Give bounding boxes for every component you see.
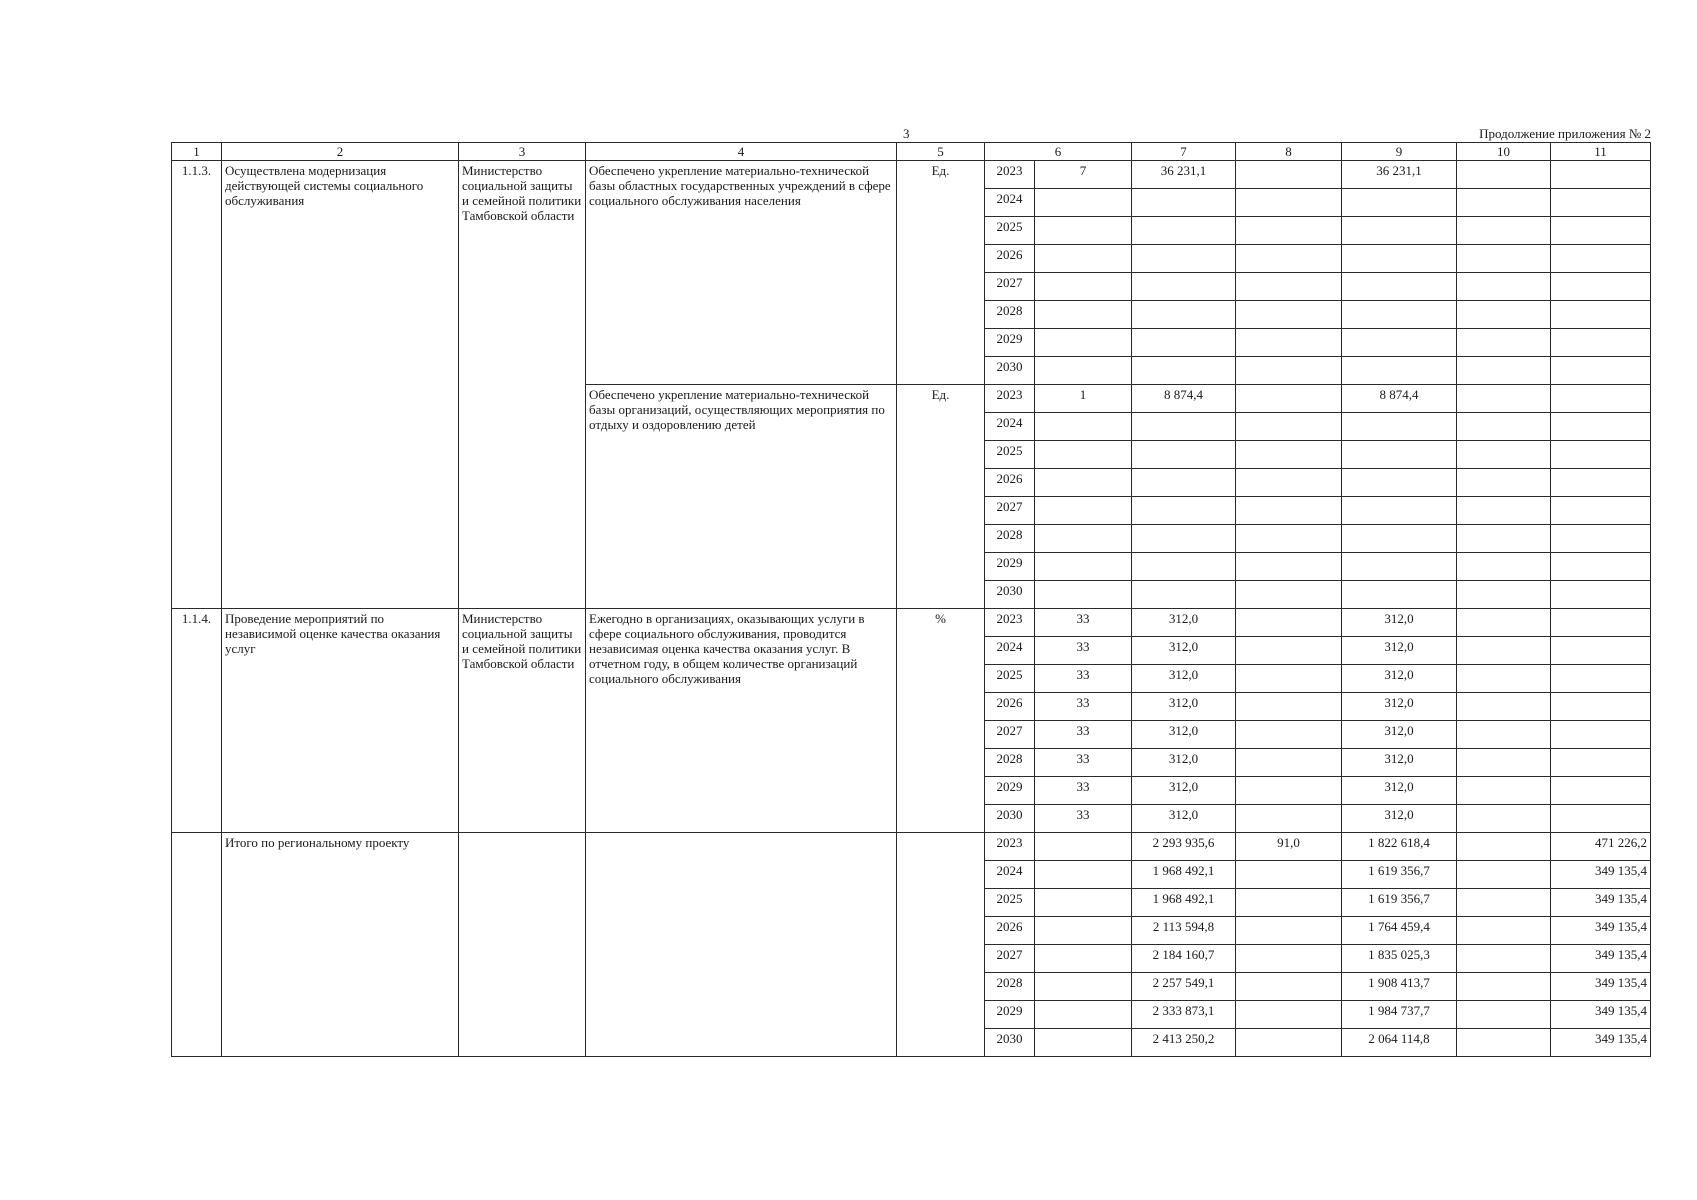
year-cell: 2029 (985, 777, 1035, 805)
value-cell-c10 (1457, 301, 1551, 329)
value-cell-c7 (1132, 441, 1236, 469)
value-cell-c7: 2 257 549,1 (1132, 973, 1236, 1001)
column-header: 5 (897, 143, 985, 161)
value-cell-c8 (1236, 693, 1342, 721)
column-header: 8 (1236, 143, 1342, 161)
responsible-agency: Министерство социальной защиты и семейной политики Тамбовской области (459, 609, 586, 833)
value-cell-c8 (1236, 637, 1342, 665)
value-cell-c10 (1457, 357, 1551, 385)
value-cell-c10 (1457, 805, 1551, 833)
result-description: Ежегодно в организациях, оказывающих услуги в сфере социального обслуживания, проводится независимая оценка качества оказания услуг. В отчетном году, в общем количестве организаций социального обслуживания (586, 609, 897, 833)
value-cell-c7 (1132, 553, 1236, 581)
value-cell-c11 (1551, 749, 1651, 777)
value-cell-c9: 312,0 (1342, 805, 1457, 833)
value-cell-c8 (1236, 889, 1342, 917)
value-cell-c10 (1457, 833, 1551, 861)
value-cell-c6: 33 (1035, 637, 1132, 665)
year-cell: 2030 (985, 1029, 1035, 1057)
value-cell-c7 (1132, 301, 1236, 329)
year-cell: 2028 (985, 749, 1035, 777)
value-cell-c7: 312,0 (1132, 609, 1236, 637)
table-row (172, 609, 1651, 637)
value-cell-c10 (1457, 245, 1551, 273)
year-cell: 2027 (985, 273, 1035, 301)
table-row (172, 161, 1651, 189)
value-cell-c11: 349 135,4 (1551, 861, 1651, 889)
value-cell-c7 (1132, 245, 1236, 273)
value-cell-c10 (1457, 525, 1551, 553)
table-row (172, 833, 1651, 861)
year-cell: 2030 (985, 357, 1035, 385)
value-cell-c6: 33 (1035, 693, 1132, 721)
value-cell-c7 (1132, 273, 1236, 301)
year-cell: 2023 (985, 833, 1035, 861)
value-cell-c7: 36 231,1 (1132, 161, 1236, 189)
value-cell-c8 (1236, 385, 1342, 413)
value-cell-c8 (1236, 945, 1342, 973)
value-cell-c8 (1236, 917, 1342, 945)
value-cell-c6 (1035, 469, 1132, 497)
value-cell-c9 (1342, 525, 1457, 553)
value-cell-c8 (1236, 329, 1342, 357)
value-cell-c9: 1 822 618,4 (1342, 833, 1457, 861)
value-cell-c10 (1457, 1029, 1551, 1057)
value-cell-c8 (1236, 1001, 1342, 1029)
unit-of-measure: Ед. (897, 385, 985, 609)
value-cell-c10 (1457, 665, 1551, 693)
value-cell-c7: 2 333 873,1 (1132, 1001, 1236, 1029)
value-cell-c6 (1035, 553, 1132, 581)
column-header: 2 (222, 143, 459, 161)
item-name: Проведение мероприятий по независимой оценке качества оказания услуг (222, 609, 459, 833)
value-cell-c11 (1551, 777, 1651, 805)
value-cell-c9 (1342, 581, 1457, 609)
column-header: 6 (985, 143, 1132, 161)
value-cell-c10 (1457, 469, 1551, 497)
value-cell-c10 (1457, 889, 1551, 917)
value-cell-c8 (1236, 581, 1342, 609)
value-cell-c10 (1457, 749, 1551, 777)
value-cell-c9: 1 619 356,7 (1342, 861, 1457, 889)
value-cell-c6 (1035, 329, 1132, 357)
item-name: Осуществлена модернизация действующей системы социального обслуживания (222, 161, 459, 609)
value-cell-c7: 1 968 492,1 (1132, 889, 1236, 917)
value-cell-c6 (1035, 217, 1132, 245)
value-cell-c6 (1035, 917, 1132, 945)
value-cell-c10 (1457, 861, 1551, 889)
item-number: 1.1.3. (172, 161, 222, 609)
year-cell: 2023 (985, 609, 1035, 637)
value-cell-c7: 2 293 935,6 (1132, 833, 1236, 861)
value-cell-c11 (1551, 693, 1651, 721)
value-cell-c10 (1457, 609, 1551, 637)
year-cell: 2025 (985, 441, 1035, 469)
value-cell-c6 (1035, 1029, 1132, 1057)
value-cell-c8 (1236, 973, 1342, 1001)
value-cell-c8 (1236, 805, 1342, 833)
responsible-agency: Министерство социальной защиты и семейной политики Тамбовской области (459, 161, 586, 609)
year-cell: 2030 (985, 581, 1035, 609)
year-cell: 2028 (985, 301, 1035, 329)
value-cell-c9: 1 908 413,7 (1342, 973, 1457, 1001)
value-cell-c11 (1551, 637, 1651, 665)
value-cell-c9: 312,0 (1342, 665, 1457, 693)
value-cell-c7: 312,0 (1132, 805, 1236, 833)
value-cell-c6 (1035, 441, 1132, 469)
value-cell-c7: 2 184 160,7 (1132, 945, 1236, 973)
value-cell-c9 (1342, 245, 1457, 273)
year-cell: 2027 (985, 497, 1035, 525)
value-cell-c11 (1551, 441, 1651, 469)
value-cell-c6 (1035, 245, 1132, 273)
value-cell-c7 (1132, 525, 1236, 553)
value-cell-c11 (1551, 301, 1651, 329)
year-cell: 2025 (985, 889, 1035, 917)
value-cell-c11: 471 226,2 (1551, 833, 1651, 861)
value-cell-c7 (1132, 217, 1236, 245)
year-cell: 2023 (985, 385, 1035, 413)
year-cell: 2023 (985, 161, 1035, 189)
value-cell-c8 (1236, 777, 1342, 805)
value-cell-c11 (1551, 329, 1651, 357)
value-cell-c11 (1551, 553, 1651, 581)
value-cell-c11 (1551, 385, 1651, 413)
page-number: 3 (903, 126, 910, 141)
year-cell: 2028 (985, 525, 1035, 553)
value-cell-c8 (1236, 665, 1342, 693)
value-cell-c11: 349 135,4 (1551, 945, 1651, 973)
year-cell: 2024 (985, 413, 1035, 441)
value-cell-c6: 33 (1035, 609, 1132, 637)
value-cell-c8 (1236, 357, 1342, 385)
value-cell-c11 (1551, 161, 1651, 189)
value-cell-c7: 1 968 492,1 (1132, 861, 1236, 889)
value-cell-c9: 36 231,1 (1342, 161, 1457, 189)
value-cell-c6 (1035, 581, 1132, 609)
value-cell-c10 (1457, 441, 1551, 469)
value-cell-c6: 33 (1035, 721, 1132, 749)
value-cell-c10 (1457, 217, 1551, 245)
year-cell: 2029 (985, 329, 1035, 357)
value-cell-c9 (1342, 301, 1457, 329)
value-cell-c9: 1 984 737,7 (1342, 1001, 1457, 1029)
year-cell: 2026 (985, 469, 1035, 497)
value-cell-c7 (1132, 469, 1236, 497)
unit-of-measure: % (897, 609, 985, 833)
value-cell-c7 (1132, 497, 1236, 525)
value-cell-c6 (1035, 861, 1132, 889)
value-cell-c7: 312,0 (1132, 665, 1236, 693)
value-cell-c6 (1035, 497, 1132, 525)
value-cell-c8 (1236, 217, 1342, 245)
value-cell-c10 (1457, 497, 1551, 525)
value-cell-c9: 8 874,4 (1342, 385, 1457, 413)
value-cell-c10 (1457, 917, 1551, 945)
value-cell-c11: 349 135,4 (1551, 1001, 1651, 1029)
item-number (172, 833, 222, 1057)
value-cell-c10 (1457, 413, 1551, 441)
value-cell-c8 (1236, 721, 1342, 749)
result-description (586, 833, 897, 1057)
value-cell-c6 (1035, 833, 1132, 861)
value-cell-c9: 312,0 (1342, 637, 1457, 665)
value-cell-c10 (1457, 273, 1551, 301)
value-cell-c6 (1035, 945, 1132, 973)
value-cell-c8 (1236, 189, 1342, 217)
value-cell-c11 (1551, 581, 1651, 609)
value-cell-c11 (1551, 609, 1651, 637)
value-cell-c8 (1236, 441, 1342, 469)
value-cell-c7: 2 413 250,2 (1132, 1029, 1236, 1057)
value-cell-c11 (1551, 525, 1651, 553)
value-cell-c8 (1236, 525, 1342, 553)
value-cell-c8: 91,0 (1236, 833, 1342, 861)
value-cell-c11 (1551, 721, 1651, 749)
year-cell: 2029 (985, 553, 1035, 581)
value-cell-c9 (1342, 469, 1457, 497)
column-header: 11 (1551, 143, 1651, 161)
unit-of-measure (897, 833, 985, 1057)
value-cell-c9 (1342, 217, 1457, 245)
value-cell-c11 (1551, 805, 1651, 833)
value-cell-c11 (1551, 357, 1651, 385)
value-cell-c8 (1236, 749, 1342, 777)
column-header: 3 (459, 143, 586, 161)
column-header: 9 (1342, 143, 1457, 161)
responsible-agency (459, 833, 586, 1057)
value-cell-c8 (1236, 469, 1342, 497)
year-cell: 2030 (985, 805, 1035, 833)
value-cell-c10 (1457, 581, 1551, 609)
value-cell-c8 (1236, 413, 1342, 441)
value-cell-c6 (1035, 357, 1132, 385)
year-cell: 2026 (985, 693, 1035, 721)
value-cell-c6 (1035, 413, 1132, 441)
value-cell-c9 (1342, 497, 1457, 525)
value-cell-c7 (1132, 581, 1236, 609)
value-cell-c10 (1457, 721, 1551, 749)
item-number: 1.1.4. (172, 609, 222, 833)
year-cell: 2024 (985, 637, 1035, 665)
value-cell-c10 (1457, 385, 1551, 413)
value-cell-c8 (1236, 1029, 1342, 1057)
value-cell-c10 (1457, 777, 1551, 805)
value-cell-c6 (1035, 889, 1132, 917)
value-cell-c6 (1035, 301, 1132, 329)
value-cell-c10 (1457, 945, 1551, 973)
year-cell: 2025 (985, 217, 1035, 245)
value-cell-c11 (1551, 497, 1651, 525)
value-cell-c7 (1132, 189, 1236, 217)
value-cell-c7: 312,0 (1132, 777, 1236, 805)
value-cell-c9 (1342, 273, 1457, 301)
value-cell-c9: 1 764 459,4 (1342, 917, 1457, 945)
value-cell-c6: 33 (1035, 777, 1132, 805)
value-cell-c11 (1551, 189, 1651, 217)
value-cell-c9: 312,0 (1342, 721, 1457, 749)
value-cell-c10 (1457, 973, 1551, 1001)
column-header: 7 (1132, 143, 1236, 161)
value-cell-c9 (1342, 441, 1457, 469)
value-cell-c9: 312,0 (1342, 693, 1457, 721)
value-cell-c10 (1457, 189, 1551, 217)
value-cell-c9 (1342, 329, 1457, 357)
value-cell-c8 (1236, 553, 1342, 581)
value-cell-c6: 33 (1035, 805, 1132, 833)
value-cell-c7: 312,0 (1132, 721, 1236, 749)
value-cell-c11 (1551, 273, 1651, 301)
value-cell-c10 (1457, 637, 1551, 665)
item-name: Итого по региональному проекту (222, 833, 459, 1057)
value-cell-c8 (1236, 245, 1342, 273)
value-cell-c6 (1035, 525, 1132, 553)
value-cell-c7: 312,0 (1132, 637, 1236, 665)
year-cell: 2026 (985, 245, 1035, 273)
value-cell-c6: 33 (1035, 665, 1132, 693)
value-cell-c9: 1 619 356,7 (1342, 889, 1457, 917)
value-cell-c7 (1132, 413, 1236, 441)
value-cell-c6 (1035, 1001, 1132, 1029)
column-header: 1 (172, 143, 222, 161)
value-cell-c7: 312,0 (1132, 749, 1236, 777)
value-cell-c11 (1551, 665, 1651, 693)
value-cell-c9 (1342, 413, 1457, 441)
value-cell-c9: 1 835 025,3 (1342, 945, 1457, 973)
column-header: 4 (586, 143, 897, 161)
value-cell-c7: 2 113 594,8 (1132, 917, 1236, 945)
value-cell-c6 (1035, 189, 1132, 217)
value-cell-c9: 312,0 (1342, 749, 1457, 777)
value-cell-c11: 349 135,4 (1551, 889, 1651, 917)
year-cell: 2027 (985, 945, 1035, 973)
value-cell-c8 (1236, 861, 1342, 889)
value-cell-c6 (1035, 273, 1132, 301)
value-cell-c8 (1236, 161, 1342, 189)
value-cell-c6 (1035, 973, 1132, 1001)
value-cell-c6: 7 (1035, 161, 1132, 189)
year-cell: 2029 (985, 1001, 1035, 1029)
value-cell-c7: 8 874,4 (1132, 385, 1236, 413)
value-cell-c9 (1342, 357, 1457, 385)
value-cell-c11: 349 135,4 (1551, 1029, 1651, 1057)
column-header: 10 (1457, 143, 1551, 161)
value-cell-c10 (1457, 693, 1551, 721)
value-cell-c7 (1132, 329, 1236, 357)
value-cell-c9 (1342, 189, 1457, 217)
table-body (172, 161, 1651, 1057)
value-cell-c9: 2 064 114,8 (1342, 1029, 1457, 1057)
value-cell-c8 (1236, 301, 1342, 329)
value-cell-c8 (1236, 273, 1342, 301)
appendix-continuation-label: Продолжение приложения № 2 (1479, 126, 1651, 141)
year-cell: 2026 (985, 917, 1035, 945)
value-cell-c8 (1236, 609, 1342, 637)
value-cell-c7: 312,0 (1132, 693, 1236, 721)
value-cell-c11 (1551, 413, 1651, 441)
year-cell: 2027 (985, 721, 1035, 749)
value-cell-c6: 33 (1035, 749, 1132, 777)
value-cell-c11 (1551, 217, 1651, 245)
value-cell-c7 (1132, 357, 1236, 385)
year-cell: 2024 (985, 189, 1035, 217)
value-cell-c9: 312,0 (1342, 777, 1457, 805)
result-description: Обеспечено укрепление материально-технической базы организаций, осуществляющих мероприятия по отдыху и оздоровлению детей (586, 385, 897, 609)
year-cell: 2024 (985, 861, 1035, 889)
value-cell-c8 (1236, 497, 1342, 525)
value-cell-c9 (1342, 553, 1457, 581)
value-cell-c11 (1551, 245, 1651, 273)
value-cell-c10 (1457, 553, 1551, 581)
value-cell-c9: 312,0 (1342, 609, 1457, 637)
value-cell-c10 (1457, 161, 1551, 189)
value-cell-c11 (1551, 469, 1651, 497)
value-cell-c11: 349 135,4 (1551, 973, 1651, 1001)
column-number-row (172, 143, 1651, 161)
value-cell-c10 (1457, 1001, 1551, 1029)
unit-of-measure: Ед. (897, 161, 985, 385)
value-cell-c11: 349 135,4 (1551, 917, 1651, 945)
value-cell-c10 (1457, 329, 1551, 357)
year-cell: 2025 (985, 665, 1035, 693)
value-cell-c6: 1 (1035, 385, 1132, 413)
year-cell: 2028 (985, 973, 1035, 1001)
result-description: Обеспечено укрепление материально-технической базы областных государственных учреждений в сфере социального обслуживания населения (586, 161, 897, 385)
appendix-table (171, 142, 1651, 1057)
